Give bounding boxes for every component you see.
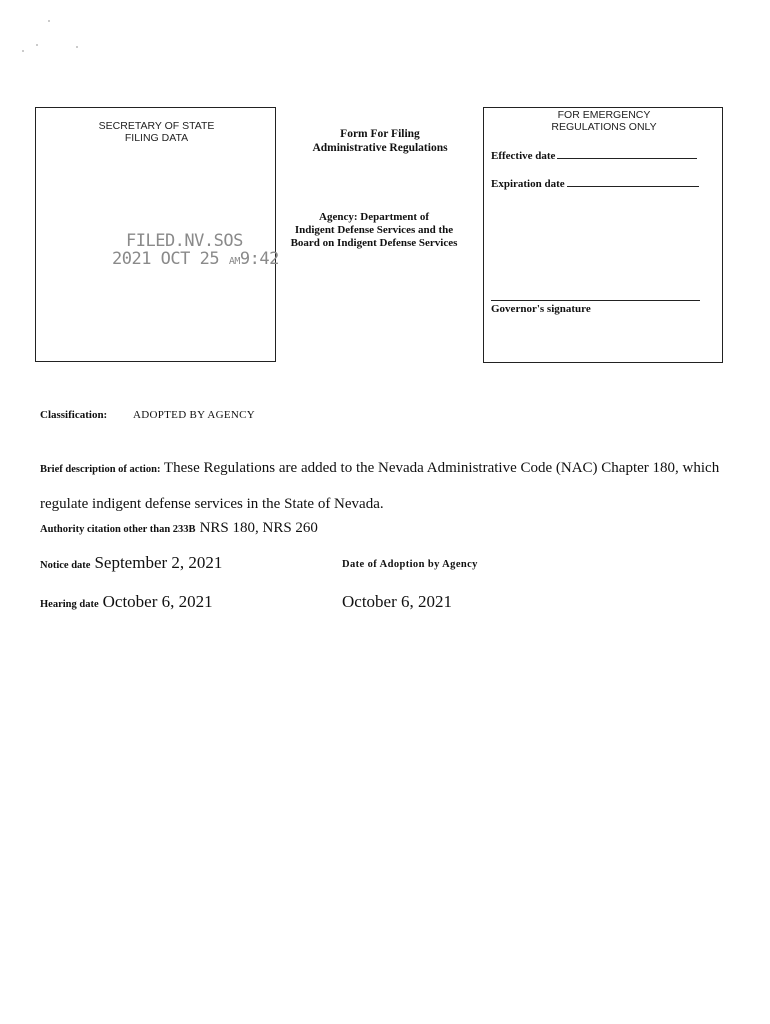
form-title-line2: Administrative Regulations	[312, 142, 448, 154]
brief-description-text: These Regulations are added to the Nevada Administrative Code (NAC) Chapter 180, which regulate indigent defense services in the State of Nevada.	[40, 460, 720, 512]
scan-speck	[48, 20, 50, 22]
stamp-ampm: AM	[228, 256, 240, 267]
emergency-label-line2: REGULATIONS ONLY	[551, 121, 657, 133]
classification-label: Classification:	[40, 409, 108, 421]
scan-speck	[76, 46, 78, 48]
hearing-date-value: October 6, 2021	[102, 592, 213, 611]
notice-date-value: September 2, 2021	[94, 553, 223, 572]
scan-speck	[22, 50, 24, 52]
agency-line3: Board on Indigent Defense Services	[290, 237, 458, 249]
stamp-line2	[112, 250, 282, 271]
authority-value: NRS 180, NRS 260	[199, 520, 318, 536]
adoption-date-label: Date of Adoption by Agency	[342, 559, 478, 570]
expiration-date-blank[interactable]	[567, 176, 699, 187]
emergency-label-line1: FOR EMERGENCY	[557, 109, 651, 121]
effective-date-label: Effective date	[491, 150, 556, 162]
sos-filing-data-box	[35, 107, 279, 362]
form-title	[295, 127, 465, 155]
emergency-regulations-box	[483, 107, 723, 363]
adoption-date-value: October 6, 2021	[342, 592, 453, 611]
effective-date-field	[491, 148, 697, 162]
agency-line1: Agency: Department of	[319, 211, 429, 223]
stamp-time: 9:42	[239, 249, 279, 269]
filed-stamp	[112, 232, 282, 271]
notice-date-label: Notice date	[40, 560, 91, 571]
hearing-date-label: Hearing date	[40, 599, 99, 610]
hearing-date	[40, 592, 213, 612]
form-title-line1: Form For Filing	[340, 128, 420, 140]
agency-block	[279, 211, 469, 250]
scan-speck	[36, 44, 38, 46]
governor-signature-line[interactable]	[491, 300, 700, 301]
classification-value: ADOPTED BY AGENCY	[133, 409, 256, 421]
sos-filing-data-label	[36, 120, 277, 144]
expiration-date-field	[491, 176, 699, 190]
authority-citation	[40, 519, 318, 537]
expiration-date-label: Expiration date	[491, 178, 565, 190]
agency-line2: Indigent Defense Services and the	[294, 224, 454, 236]
brief-description-label: Brief description of action:	[40, 464, 161, 475]
brief-description	[40, 451, 740, 521]
sos-label-line2: FILING DATA	[124, 132, 189, 144]
governor-signature-label: Governor's signature	[491, 303, 591, 315]
authority-label: Authority citation other than 233B	[40, 524, 196, 535]
sos-label-line1: SECRETARY OF STATE	[98, 120, 215, 132]
effective-date-blank[interactable]	[557, 148, 697, 159]
emergency-label	[484, 109, 724, 133]
stamp-date: 2021 OCT 25	[112, 249, 220, 269]
stamp-line1: FILED.NV.SOS	[126, 231, 243, 251]
notice-date	[40, 553, 222, 573]
